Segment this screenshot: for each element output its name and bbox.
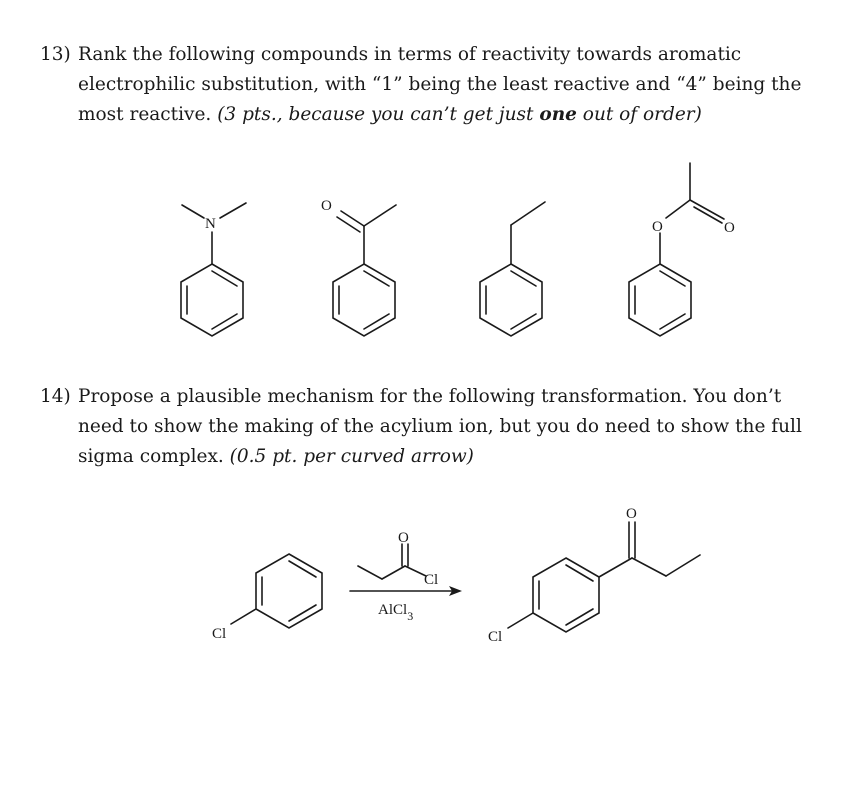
question-13-number: 13) (40, 44, 71, 65)
question-13-text: Rank the following compounds in terms of reactivity towards aromatic electrophilic substitution, with “1” being the least reactive and “4” being the most reactive. (78, 44, 802, 125)
points-prefix: (3 pts., because you can’t get just (217, 104, 540, 125)
atom-label: N (205, 216, 216, 232)
atom-label: O (724, 220, 735, 236)
reactant-chlorobenzene (212, 554, 322, 642)
atom-label: O (398, 530, 409, 546)
product-4-chloropropiophenone (488, 506, 700, 645)
compound-ethylbenzene (480, 202, 545, 336)
atom-label: Cl (424, 572, 439, 588)
atom-label: O (652, 219, 663, 235)
reagent-propanoyl-chloride (358, 530, 438, 588)
question-14-points: (0.5 pt. per curved arrow) (229, 446, 474, 467)
catalyst-label: AlCl$_3$ (378, 602, 414, 623)
compound-phenyl-acetate (629, 163, 735, 336)
atom-label: Cl (488, 629, 503, 645)
atom-label: O (321, 198, 332, 214)
atom-label: O (626, 506, 637, 522)
compound-dimethylaniline (181, 203, 246, 336)
reaction-arrow (350, 586, 462, 623)
points-suffix: out of order) (576, 104, 702, 125)
atom-label: Cl (212, 626, 227, 642)
question-14-text: Propose a plausible mechanism for the following transformation. You don’t need to show the making of the acylium ion, but you do need to show the full sigma complex. (78, 386, 802, 467)
points-bold: one (539, 104, 577, 125)
compound-acetophenone (321, 198, 396, 336)
question-14-number: 14) (40, 386, 71, 407)
